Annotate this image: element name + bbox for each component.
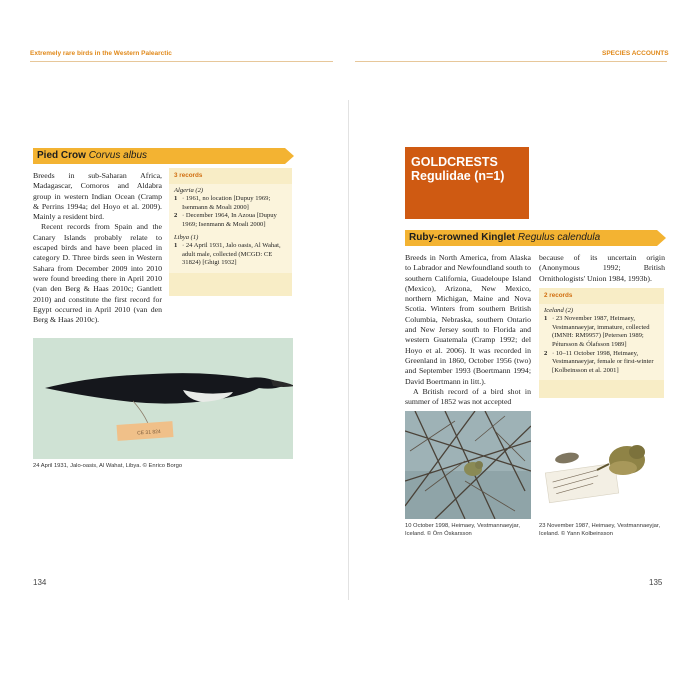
paragraph: Recent records from Spain and the Canary Islands probably relate to escaped birds and have been placed in category D. Three birds seen in Western Sahara from December 2009 into 2010 were found breeding there in April 2010 (van den Berg & Haas 2010c; Gantlett 2010) and constitute the first record for Egypt occurred in April 2010 (van den Berg & Haas 2010c). — [33, 222, 162, 325]
records-count: 3 records — [174, 172, 203, 179]
records-list — [169, 184, 292, 273]
species-banner-ruby-crowned-kinglet — [405, 230, 657, 246]
page-number-right: 135 — [649, 578, 663, 587]
records-box-pied-crow — [169, 168, 292, 296]
record-text: · 10–11 October 1998, Heimaey, Vestmannaeyjar, female or first-winter [Kolbeinsson et al. 2001] — [552, 349, 654, 374]
header-rule-left — [30, 61, 333, 62]
paragraph: A British record of a bird shot in summer of 1852 was not accepted — [405, 386, 531, 407]
photo-caption: 24 April 1931, Jalo-oasis, Al Wahat, Libya. © Enrico Borgo — [33, 463, 183, 469]
species-common-name: Ruby-crowned Kinglet — [409, 232, 516, 243]
running-head-left: Extremely rare birds in the Western Palearctic — [30, 50, 172, 57]
record-text: · 24 April 1931, Jalo oasis, Al Wahat, adult male, collected (MCGD: CE 31824) [Ghigi 1932] — [182, 242, 281, 267]
region-label: Algeria (2) — [174, 186, 204, 194]
photo-kinglet-specimen — [539, 420, 665, 520]
record-number: 1 — [174, 195, 178, 203]
species-text-col1 — [405, 253, 531, 407]
record-entry — [544, 350, 660, 376]
record-number: 1 — [174, 242, 178, 250]
record-text: · 23 November 1987, Heimaey, Vestmannaeyjar, immature, collected (IMNH: RM9957) [Petersen 1989; Pétursson & Ólafsson 1989] — [552, 315, 650, 348]
running-head-right: SPECIES ACCOUNTS — [602, 50, 669, 57]
record-text: · 1961, no location [Dupuy 1969; Isenmann & Moali 2000] — [182, 195, 271, 211]
records-list — [539, 304, 664, 381]
record-text: · December 1964, In Azoua [Dupuy 1969; Isenmann & Moali 2000] — [182, 212, 277, 228]
species-text-pied-crow — [33, 171, 162, 325]
page-gutter — [348, 100, 349, 600]
species-scientific-name: Regulus calendula — [517, 232, 601, 243]
photo-caption: 23 November 1987, Heimaey, Vestmannaeyjar, Iceland. © Yann Kolbeinsson — [539, 523, 661, 537]
family-common-name: GOLDCRESTS — [411, 155, 498, 169]
record-number: 2 — [544, 349, 548, 357]
record-number: 2 — [174, 212, 178, 220]
record-entry — [174, 195, 288, 212]
species-banner-pied-crow — [33, 148, 285, 164]
family-scientific-name: Regulidae (n=1) — [411, 169, 505, 183]
specimen-tag-text: CE 31 824 — [136, 428, 161, 437]
record-entry — [544, 315, 660, 349]
records-count: 2 records — [544, 292, 573, 299]
record-entry — [174, 242, 288, 268]
page-number-left: 134 — [33, 578, 47, 587]
species-common-name: Pied Crow — [37, 150, 86, 161]
region-label: Libya (1) — [174, 233, 199, 241]
photo-caption: 10 October 1998, Heimaey, Vestmannaeyjar, Iceland. © Örn Óskarsson — [405, 523, 520, 537]
pied-crow-specimen-image — [33, 338, 293, 459]
paragraph: Breeds in North America, from Alaska to Labrador and Newfoundland south to southern California, Guadeloupe Island (Mexico), Arizona, New Mexico, northern Michigan, Maine and Nova Scotia. Winters from southern British Columbia, Nebraska, southern Ontario and New Jersey south to Florida and western Guatemala (Cramp 1992; del Hoyo et al. 2006). It was recorded in Greenland in 1860, October 1956 (two) and September 1993 (Boertmann 1994; David Boertmann in litt.). — [405, 253, 531, 386]
family-box-goldcrests — [405, 147, 529, 219]
records-box-kinglet — [539, 288, 664, 398]
photo-kinglet-in-tree — [405, 411, 531, 519]
region-label: Iceland (2) — [544, 306, 574, 314]
record-number: 1 — [544, 315, 548, 323]
species-text-col2: because of its uncertain origin (Anonymous 1992; British Ornithologists' Union 1984, 1993b). — [539, 253, 665, 283]
paragraph: Breeds in sub-Saharan Africa, Madagascar, Comoros and Aldabra group in western Indian Ocean (Cramp & Perrins 1994a; del Hoyo et al. 2009). Mainly a resident bird. — [33, 171, 162, 222]
record-entry — [174, 212, 288, 229]
header-rule-right — [355, 61, 667, 62]
photo-pied-crow-specimen — [33, 338, 293, 459]
species-scientific-name: Corvus albus — [88, 150, 148, 161]
kinglet-in-tree-image — [405, 411, 531, 519]
kinglet-specimen-image — [539, 420, 665, 520]
